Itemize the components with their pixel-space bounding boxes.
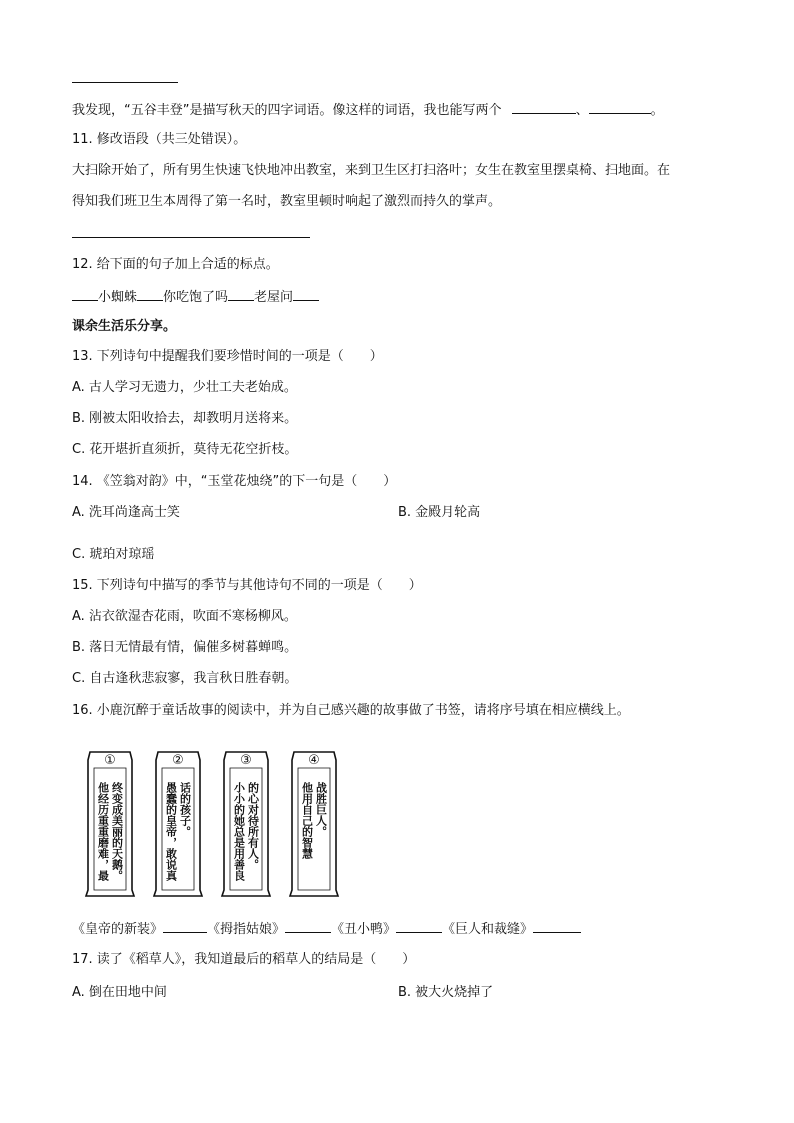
q14-option-c[interactable]: C. 琥珀对琼瑶 (72, 547, 155, 562)
bookmark-2-number: ② (172, 753, 184, 768)
story-title-2: 《拇指姑娘》 (207, 922, 286, 937)
separator: 、 (575, 103, 589, 118)
q12-part-3: 老屋问 (254, 290, 294, 305)
q15-option-c[interactable]: C. 自古逢秋悲寂寥，我言秋日胜春朝。 (72, 671, 298, 686)
story-blank-3[interactable] (396, 920, 442, 933)
bookmark-1 (86, 752, 134, 896)
bookmark-1-col-2: 他经历重重磨难，最 (96, 782, 110, 881)
story-title-1: 《皇帝的新装》 (72, 922, 164, 937)
punct-blank-4[interactable] (293, 288, 319, 301)
story-title-4: 《巨人和裁缝》 (442, 922, 534, 937)
bookmark-1-col-1: 终变成美丽的天鹅。 (110, 782, 124, 881)
q12-part-2: 你吃饱了吗 (163, 290, 229, 305)
q14-title: 14. 《笠翁对韵》中，“玉堂花烛绕”的下一句是（ ） (72, 474, 397, 489)
bookmark-2 (154, 752, 202, 896)
q14-option-a[interactable]: A. 洗耳尚逢高士笑 (72, 505, 180, 520)
q17-option-a[interactable]: A. 倒在田地中间 (72, 985, 167, 1000)
q11-paragraph-line-1: 大扫除开始了，所有男生快速飞快地冲出教室，来到卫生区打扫洛叶；女生在教室里摆桌椅、扫地面。在 (72, 163, 671, 178)
punct-blank-2[interactable] (137, 288, 163, 301)
answer-blank-2[interactable] (589, 101, 651, 114)
punct-blank-3[interactable] (228, 288, 254, 301)
bookmark-4-col-1: 战胜巨人。 (314, 782, 328, 837)
q13-title: 13. 下列诗句中提醒我们要珍惜时间的一项是（ ） (72, 349, 383, 364)
q12-part-1: 小蜘蛛 (98, 290, 138, 305)
answer-line-top[interactable] (72, 82, 178, 83)
q12-title: 12. 给下面的句子加上合适的标点。 (72, 257, 279, 272)
q15-option-a[interactable]: A. 沾衣欲湿杏花雨，吹面不寒杨柳风。 (72, 609, 297, 624)
story-blank-1[interactable] (163, 920, 207, 933)
q17-title: 17. 读了《稻草人》，我知道最后的稻草人的结局是（ ） (72, 952, 416, 967)
q12-sentence (72, 288, 319, 307)
q15-option-b[interactable]: B. 落日无情最有情，偏催多树暮蝉鸣。 (72, 640, 298, 655)
period: 。 (650, 103, 664, 118)
bookmarks-illustration (76, 744, 366, 904)
q14-option-b[interactable]: B. 金殿月轮高 (398, 505, 481, 520)
story-blank-2[interactable] (285, 920, 331, 933)
q17-option-b[interactable]: B. 被大火烧掉了 (398, 985, 494, 1000)
bookmark-4-number: ④ (308, 753, 320, 768)
section-title: 课余生活乐分享。 (72, 319, 177, 334)
answer-blank-1[interactable] (512, 101, 576, 114)
story-blank-4[interactable] (533, 920, 581, 933)
punct-blank-1[interactable] (72, 288, 98, 301)
bookmark-1-number: ① (104, 753, 116, 768)
bookmark-4-col-2: 他用自己的智慧 (300, 782, 314, 859)
q16-answer-line (72, 920, 581, 939)
q11-answer-line[interactable] (72, 237, 310, 238)
bookmark-2-col-1: 话的孩子。 (178, 782, 192, 837)
story-title-3: 《丑小鸭》 (331, 922, 397, 937)
q16-title: 16. 小鹿沉醉于童话故事的阅读中，并为自己感兴趣的故事做了书签，请将序号填在相应横线上。 (72, 703, 630, 718)
discover-line (72, 101, 664, 120)
q11-title: 11. 修改语段（共三处错误）。 (72, 132, 247, 147)
bookmark-2-col-2: 愚蠢的皇帝，敢说真 (164, 782, 178, 881)
q13-option-c[interactable]: C. 花开堪折直须折，莫待无花空折枝。 (72, 442, 298, 457)
bookmark-4 (290, 752, 338, 896)
bookmark-3-col-1: 的心对待所有人。 (246, 782, 260, 870)
q13-option-a[interactable]: A. 古人学习无遗力，少壮工夫老始成。 (72, 380, 297, 395)
q13-option-b[interactable]: B. 刚被太阳收拾去，却教明月送将来。 (72, 411, 298, 426)
bookmark-3-number: ③ (240, 753, 252, 768)
q15-title: 15. 下列诗句中描写的季节与其他诗句不同的一项是（ ） (72, 578, 422, 593)
bookmark-3-col-2: 小小的她总是用善良 (232, 782, 246, 881)
q11-paragraph-line-2: 得知我们班卫生本周得了第一名时，教室里顿时响起了激烈而持久的掌声。 (72, 194, 502, 209)
bookmark-3 (222, 752, 270, 896)
discover-text: 我发现，“五谷丰登”是描写秋天的四字词语。像这样的词语，我也能写两个 (72, 103, 502, 118)
